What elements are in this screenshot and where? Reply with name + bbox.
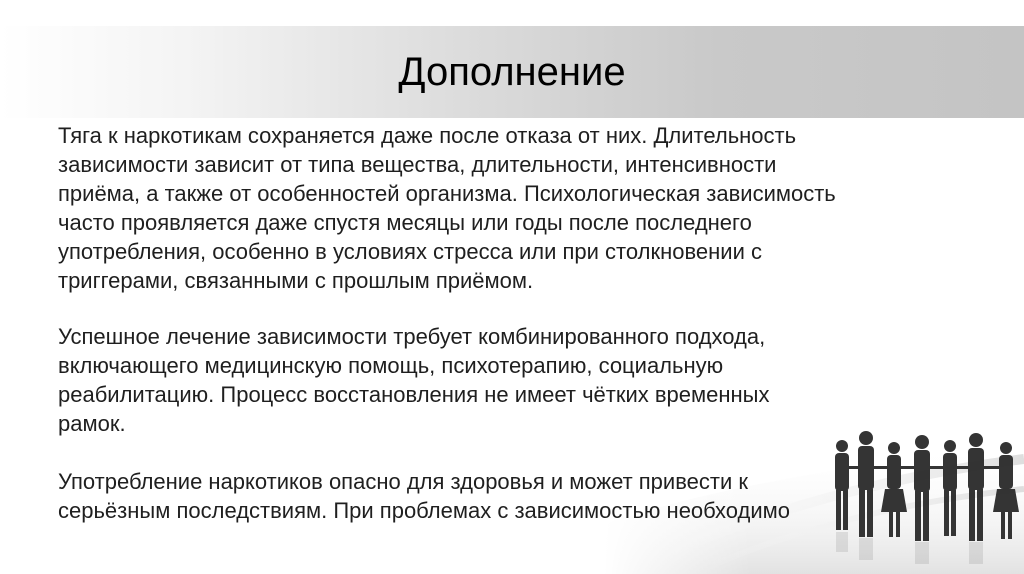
paragraph-3: Употребление наркотиков опасно для здоровья и может привести к серьёзным последствиям. При проблемах с зависимостью необходимо bbox=[58, 469, 791, 523]
paragraph-2: Успешное лечение зависимости требует комбинированного подхода, включающего медицинскую помощь, психотерапию, социальную реабилитацию. Процесс восстановления не имеет чётких временных рамок. bbox=[58, 324, 770, 436]
slide-title: Дополнение bbox=[398, 50, 626, 94]
paragraph-1: Тяга к наркотикам сохраняется даже после отказа от них. Длительность зависимости зависит от типа вещества, длительности, интенсивности приёма, а также от особенностей организма. Психологическая зависимость часто проявляется даже спустя месяцы или годы после последнего употребления, особенно в условиях стресса или при столкновении с триггерами, связанными с прошлым приёмом. bbox=[58, 123, 836, 293]
slide-body bbox=[58, 121, 978, 552]
